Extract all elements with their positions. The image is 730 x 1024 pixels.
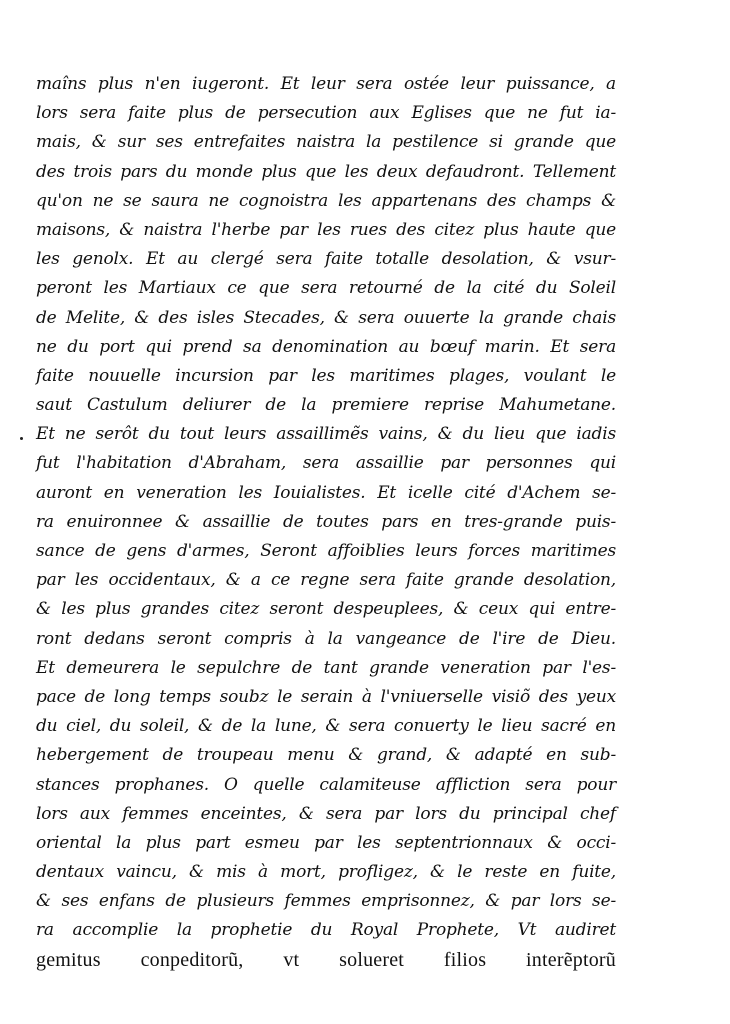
text-line: dentaux vaincu, & mis à mort, profligez, & le reste en fuite, — [36, 862, 616, 883]
text-line: & les plus grandes citez seront despeuplees, & ceux qui entre- — [36, 599, 616, 620]
text-line: saut Castulum deliurer de la premiere reprise Mahumetane. — [36, 395, 616, 416]
text-line: par les occidentaux, & a ce regne sera faite grande desolation, — [36, 570, 616, 591]
text-line: hebergement de troupeau menu & grand, & adapté en sub- — [36, 745, 616, 766]
text-line: les genolx. Et au clergé sera faite totalle desolation, & vsur- — [36, 249, 616, 270]
text-line: Et ne serôt du tout leurs assaillimẽs vains, & du lieu que iadis — [36, 424, 616, 445]
text-line: fut l'habitation d'Abraham, sera assaillie par personnes qui — [36, 453, 616, 474]
text-line: ront dedans seront compris à la vangeance de l'ire de Dieu. — [36, 628, 616, 649]
text-line: maîns plus n'en iugeront. Et leur sera ostée leur puissance, a — [36, 74, 616, 94]
text-line: stances prophanes. O quelle calamiteuse affliction sera pour — [36, 774, 616, 795]
text-line: faite nouuelle incursion par les maritimes plages, voulant le — [36, 365, 616, 386]
text-line: pace de long temps soubz le serain à l'vniuerselle visiõ des yeux — [36, 686, 616, 707]
text-line: oriental la plus part esmeu par les septentrionnaux & occi- — [36, 832, 616, 853]
text-line: lors sera faite plus de persecution aux Eglises que ne fut ia- — [36, 103, 616, 124]
text-line: des trois pars du monde plus que les deux defaudront. Tellement — [36, 161, 616, 182]
text-line: ra accomplie la prophetie du Royal Prophete, Vt audiret — [36, 920, 616, 941]
text-line: peront les Martiaux ce que sera retourné de la cité du Soleil — [36, 278, 616, 299]
text-line: qu'on ne se saura ne cognoistra les appartenans des champs & — [36, 190, 616, 211]
text-line: ra enuironnee & assaillie de toutes pars en tres-grande puis- — [36, 511, 616, 532]
margin-mark — [20, 437, 23, 440]
text-line: lors aux femmes enceintes, & sera par lors du principal chef — [36, 803, 616, 824]
text-line: auront en veneration les Iouialistes. Et icelle cité d'Achem se- — [36, 482, 616, 503]
text-line: Et demeurera le sepulchre de tant grande veneration par l'es- — [36, 657, 616, 678]
text-line: de Melite, & des isles Stecades, & sera ouuerte la grande chais — [36, 307, 616, 328]
text-line: & ses enfans de plusieurs femmes emprisonnez, & par lors se- — [36, 891, 616, 912]
latin-quote-line: gemitus conpeditorũ, vt solueret filios interẽptorũ — [36, 948, 616, 971]
text-line: mais, & sur ses entrefaites naistra la pestilence si grande que — [36, 132, 616, 153]
text-line: ne du port qui prend sa denomination au bœuf marin. Et sera — [36, 336, 616, 357]
text-line: sance de gens d'armes, Seront affoiblies leurs forces maritimes — [36, 541, 616, 561]
text-line: maisons, & naistra l'herbe par les rues des citez plus haute que — [36, 219, 616, 240]
body-text — [36, 70, 616, 975]
text-line: du ciel, du soleil, & de la lune, & sera conuerty le lieu sacré en — [36, 716, 616, 737]
